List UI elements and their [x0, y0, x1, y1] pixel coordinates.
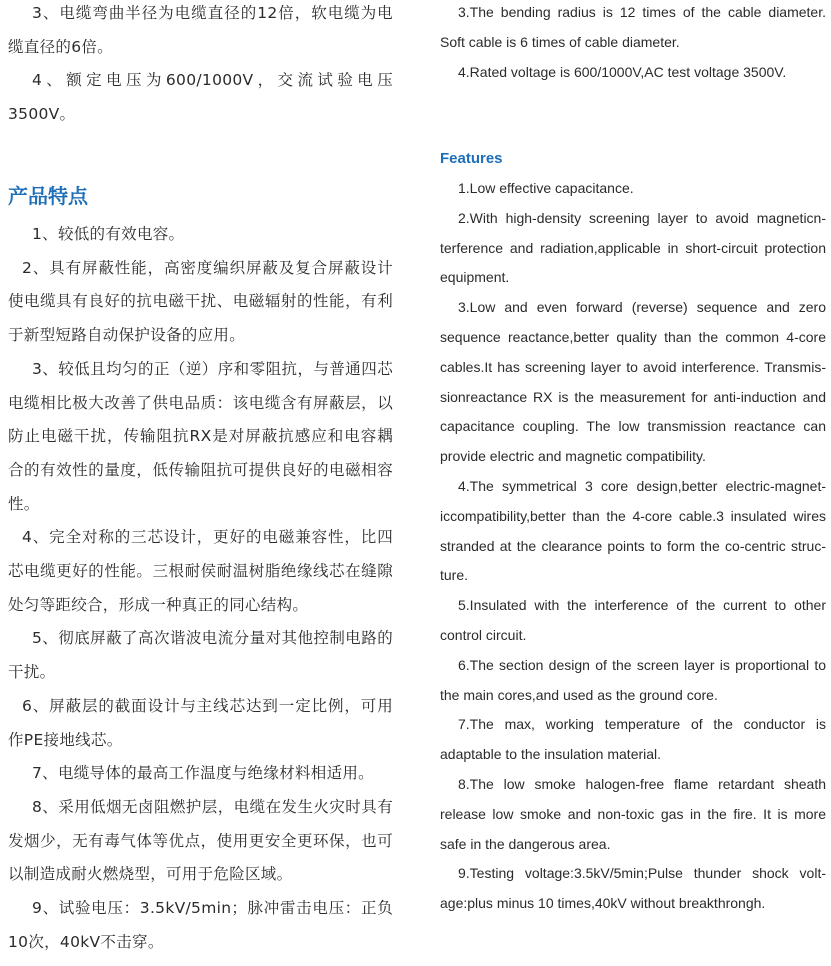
en-feature-item: 1.Low effective capacitance. — [458, 180, 634, 196]
zh-feature-item: 6、屏蔽层的截面设计与主线芯达到一定比例，可用作PE接地线芯。 — [8, 696, 393, 749]
zh-feature-item: 2、具有屏蔽性能，高密度编织屏蔽及复合屏蔽设计使电缆具有良好的抗电磁干扰、电磁辐射的性能，有利于新型短路自动保护设备的应用。 — [8, 258, 393, 345]
en-intro-item: 4.Rated voltage is 600/1000V,AC test voltage 3500V. — [458, 63, 787, 80]
zh-feature-item: 7、电缆导体的最高工作温度与绝缘材料相适用。 — [32, 764, 374, 783]
en-intro-item: 3.The bending radius is 12 times of the cable diameter. Soft cable is 6 times of cable diameter. — [440, 4, 826, 50]
zh-feature-item: 3、较低且均匀的正（逆）序和零阻抗，与普通四芯电缆相比极大改善了供电品质：该电缆含有屏蔽层，以防止电磁干扰，传输阻抗RX是对屏蔽抗感应和电容耦合的有效性的量度，低传输阻抗可提供良好的电磁相容性。 — [8, 359, 393, 513]
zh-feature-list — [8, 218, 393, 959]
en-feature-list — [440, 174, 826, 919]
zh-feature-item: 1、较低的有效电容。 — [32, 225, 185, 243]
en-feature-item: 6.The section design of the screen layer is proportional to the main cores,and used as the ground core. — [440, 656, 826, 703]
en-section-title: Features — [440, 150, 503, 167]
zh-intro-item: 3、电缆弯曲半径为电缆直径的12倍，软电缆为电缆直径的6倍。 — [8, 4, 393, 56]
zh-intro-item: 4、额定电压为600/1000V，交流试验电压3500V。 — [8, 71, 393, 124]
en-intro — [440, 0, 826, 87]
en-feature-item: 3.Low and even forward (reverse) sequence and zero sequence reactance,better quality than the common 4-core cables.It has screening layer to avoid interference. Transmis-sionreactance RX is the measurement for anti-induction and capacitance coupling. The low transmission reactance can provide electric and magnetic compatibility. — [440, 299, 826, 465]
en-feature-item: 9.Testing voltage:3.5kV/5min;Pulse thunder shock volt-age:plus minus 10 times,40kV without breakthrongh. — [440, 865, 826, 912]
zh-feature-item: 9、试验电压：3.5kV/5min；脉冲雷击电压：正负10次，40kV不击穿。 — [8, 899, 393, 951]
zh-feature-item: 8、采用低烟无卤阻燃护层，电缆在发生火灾时具有发烟少，无有毒气体等优点，使用更安全更环保，也可以制造成耐火燃烧型，可用于危险区域。 — [8, 797, 393, 884]
zh-feature-item: 4、完全对称的三芯设计，更好的电磁兼容性，比四芯电缆更好的性能。三根耐侯耐温树脂绝缘线芯在缝隙处匀等距绞合，形成一种真正的同心结构。 — [8, 528, 393, 614]
en-feature-item: 2.With high-density screening layer to avoid magneticn-terference and radiation,applicable in short-circuit protection equipment. — [440, 209, 826, 286]
zh-intro — [8, 0, 393, 132]
zh-feature-item: 5、彻底屏蔽了高次谐波电流分量对其他控制电路的干扰。 — [8, 629, 393, 682]
en-feature-item: 7.The max, working temperature of the conductor is adaptable to the insulation material. — [440, 716, 826, 763]
zh-section-title: 产品特点 — [8, 184, 88, 208]
en-feature-item: 8.The low smoke halogen-free flame retardant sheath release low smoke and non-toxic gas in the fire. It is more safe in the dangerous area. — [440, 775, 826, 852]
en-feature-item: 4.The symmetrical 3 core design,better electric-magnet-iccompatibility,better than the 4-core cable.3 insulated wires stranded at the clearance points to form the co-centric struc-ture. — [440, 477, 826, 584]
en-feature-item: 5.Insulated with the interference of the current to other control circuit. — [440, 597, 826, 643]
